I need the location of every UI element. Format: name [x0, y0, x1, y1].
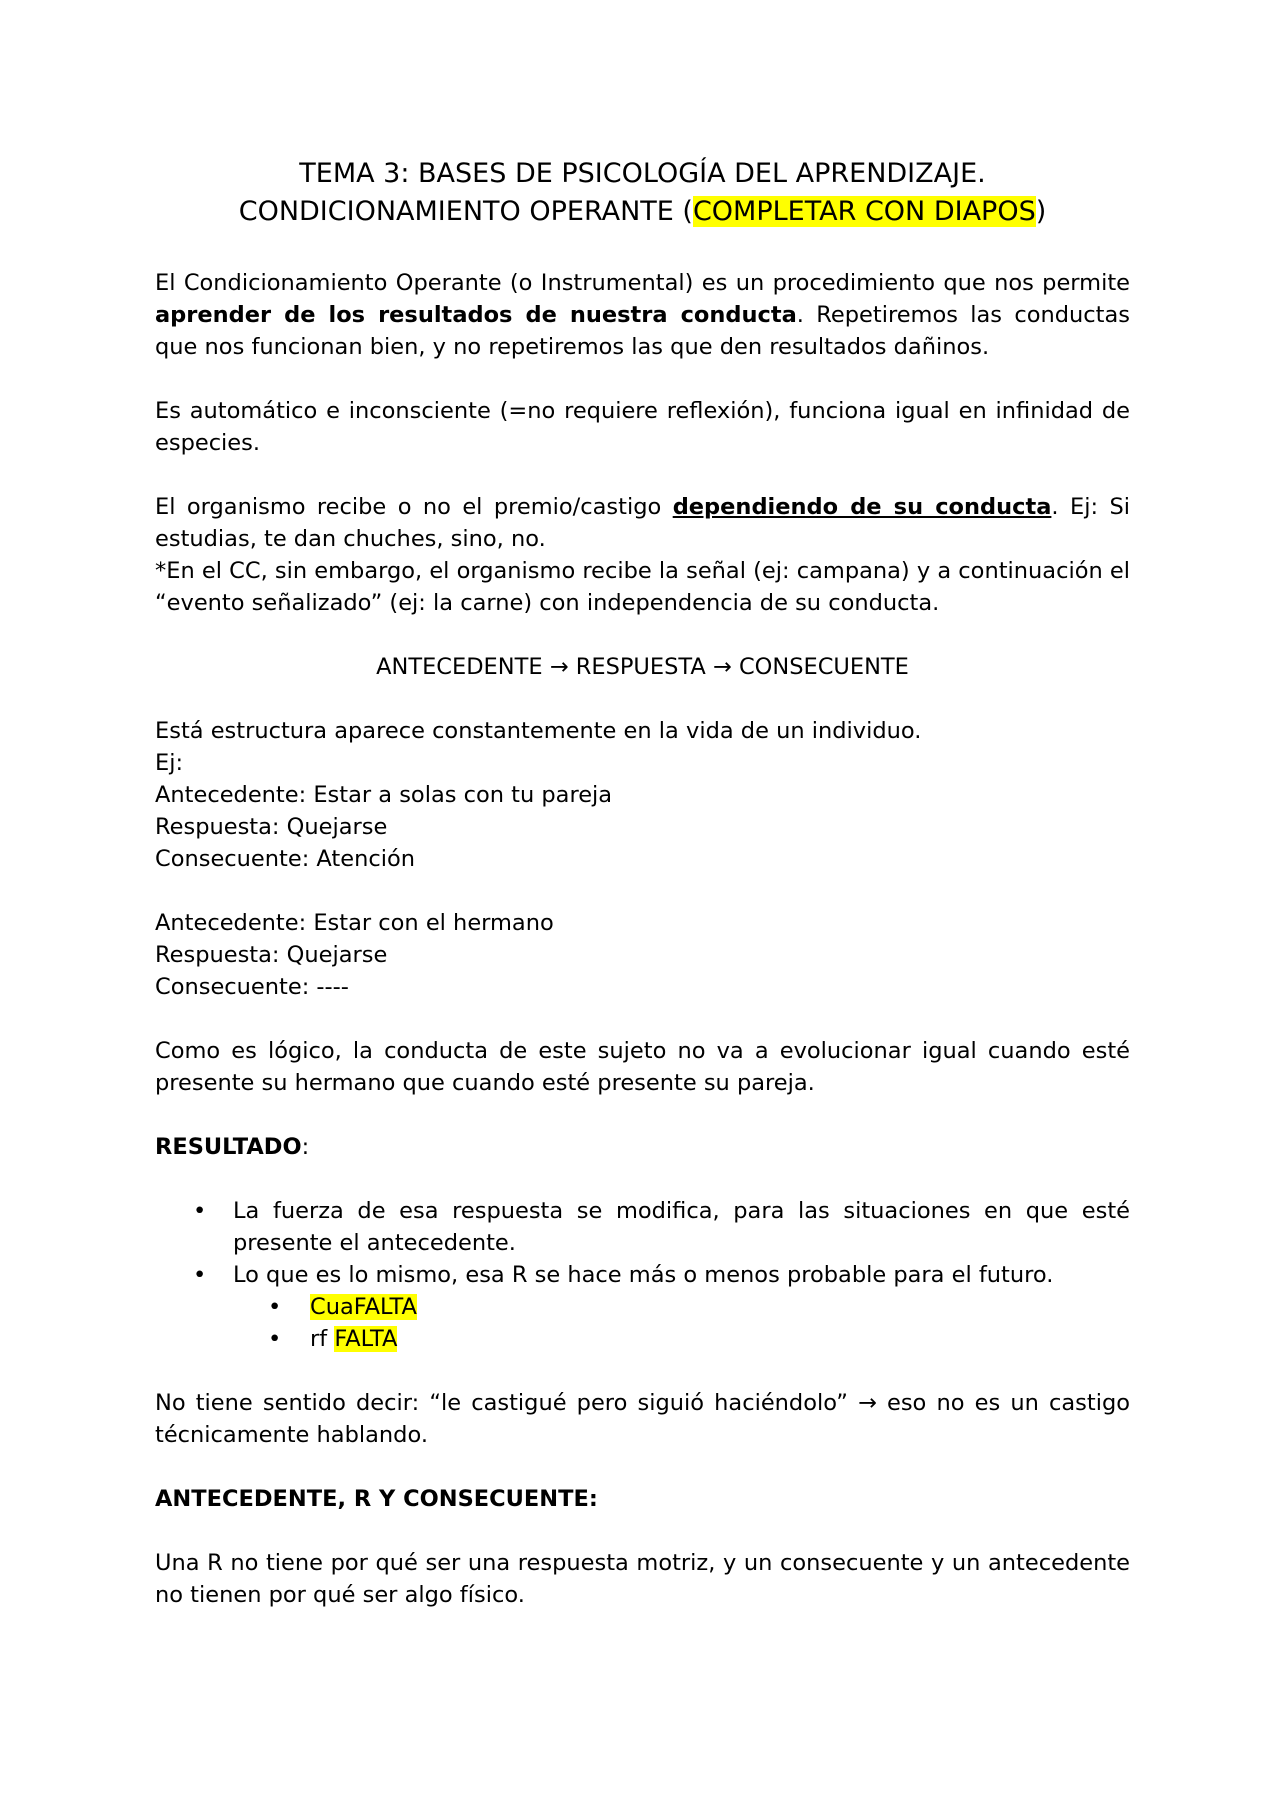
example1-line: Respuesta: Quejarse: [155, 814, 388, 840]
paragraph-organism-a: El organismo recibe o no el premio/castigo: [155, 494, 673, 520]
example-label: Ej:: [155, 750, 184, 776]
example2-line: Consecuente: ----: [155, 974, 349, 1000]
paragraph-intro-c: . Repetiremos las conductas que nos funcionan bien, y no repetiremos las que den resultados dañinos.: [155, 302, 1131, 360]
title-highlight: COMPLETAR CON DIAPOS: [692, 196, 1036, 227]
bullet-icon: •: [193, 1262, 207, 1288]
bullet-icon: •: [193, 1198, 207, 1224]
paragraph-intro: [155, 267, 1130, 363]
formula-line: ANTECEDENTE → RESPUESTA → CONSECUENTE: [376, 654, 909, 680]
example1-line: Antecedente: Estar a solas con tu pareja: [155, 782, 613, 808]
title-line-2: [155, 193, 1130, 231]
paragraph-organism-bold: dependiendo de su conducta: [672, 494, 1052, 520]
title-line-2-end: ): [1035, 196, 1047, 227]
sub-list-item: [155, 1291, 1130, 1323]
sub-list-item: [155, 1323, 1130, 1355]
list-item-text: Lo que es lo mismo, esa R se hace más o menos probable para el futuro.: [233, 1262, 1054, 1288]
result-list: [155, 1195, 1130, 1291]
list-item-text: La fuerza de esa respuesta se modifica, para las situaciones en que esté presente el antecedente.: [233, 1198, 1130, 1256]
example1-line: Consecuente: Atención: [155, 846, 416, 872]
paragraph-automatic: Es automático e inconsciente (=no requiere reflexión), funciona igual en infinidad de especies.: [155, 398, 1130, 456]
paragraph-organism: [155, 491, 1130, 555]
resultado-label: RESULTADO: [155, 1134, 302, 1160]
example2-line: Respuesta: Quejarse: [155, 942, 388, 968]
paragraph-intro-bold: aprender de los resultados de nuestra conducta: [155, 302, 797, 328]
resultado-colon: :: [301, 1134, 310, 1160]
sub-item-highlight: FALTA: [334, 1326, 398, 1352]
sub-item-text: rf: [310, 1326, 335, 1352]
title-line-2-start: CONDICIONAMIENTO OPERANTE (: [238, 196, 693, 227]
bullet-icon: •: [268, 1294, 282, 1320]
list-item: [155, 1195, 1130, 1259]
paragraph-response: Una R no tiene por qué ser una respuesta motriz, y un consecuente y un antecedente no tienen por qué ser algo físico.: [155, 1550, 1130, 1608]
title-line-1: TEMA 3: BASES DE PSICOLOGÍA DEL APRENDIZAJE.: [299, 158, 986, 189]
document-body: [155, 155, 1130, 1611]
section-heading: ANTECEDENTE, R Y CONSECUENTE:: [155, 1486, 598, 1512]
sub-list: [155, 1291, 1130, 1355]
paragraph-structure: Está estructura aparece constantemente en la vida de un individuo.: [155, 718, 922, 744]
resultado-heading: [155, 1131, 1130, 1163]
sub-item-highlight: CuaFALTA: [310, 1294, 417, 1320]
page-title: [155, 155, 1130, 231]
paragraph-logic: Como es lógico, la conducta de este sujeto no va a evolucionar igual cuando esté presente su hermano que cuando esté presente su pareja.: [155, 1038, 1130, 1096]
paragraph-cc-note: *En el CC, sin embargo, el organismo recibe la señal (ej: campana) y a continuación el “evento señalizado” (ej: la carne) con independencia de su conducta.: [155, 558, 1130, 616]
paragraph-organism-c: . Ej: Si estudias, te dan chuches, sino, no.: [155, 494, 1130, 552]
bullet-icon: •: [268, 1326, 282, 1352]
list-item: [155, 1259, 1130, 1291]
paragraph-intro-a: El Condicionamiento Operante (o Instrumental) es un procedimiento que nos permite: [155, 270, 1130, 296]
paragraph-punishment: No tiene sentido decir: “le castigué pero siguió haciéndolo” → eso no es un castigo técnicamente hablando.: [155, 1390, 1130, 1448]
example2-line: Antecedente: Estar con el hermano: [155, 910, 554, 936]
